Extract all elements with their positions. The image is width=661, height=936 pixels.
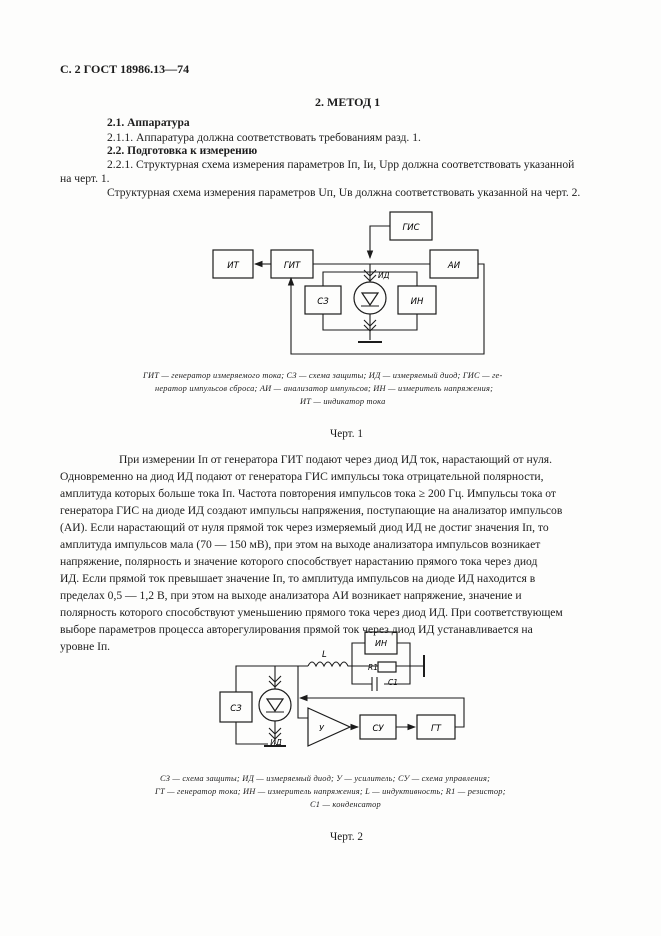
git-label: ГИТ <box>283 261 301 271</box>
gis-label: ГИС <box>402 223 420 233</box>
u-amplifier <box>308 708 350 746</box>
paragraph-line-11: выборе параметров процесса авторегулирования прямой ток через диод ИД устанавливается на <box>60 623 533 636</box>
figure-1-caption-line-2: нератор импульсов сброса; АИ — анализатор импульсов; ИН — измеритель напряжения; <box>155 384 494 393</box>
clause-2-2-1-line-3: Структурная схема измерения параметров Uп, Uв должна соответствовать указанной на черт. 2. <box>107 186 581 199</box>
in-label: ИН <box>375 639 387 648</box>
figure-2-caption-line-2: ГТ — генератор тока; ИН — измеритель напряжения; L — индуктивность; R1 — резистор; <box>155 787 506 796</box>
clause-2-2-1-line-1: 2.2.1. Структурная схема измерения параметров Iп, Iи, Uрр должна соответствовать указанной <box>107 158 575 171</box>
ai-label: АИ <box>447 261 461 271</box>
u-label: У <box>319 724 324 733</box>
paragraph-line-1: При измерении Iп от генератора ГИТ подают через диод ИД ток, нарастающий от нуля. <box>119 453 552 466</box>
subsection-heading-2-2: 2.2. Подготовка к измерению <box>107 145 258 157</box>
figure-1-caption-line-3: ИТ — индикатор тока <box>300 397 386 406</box>
paragraph-line-8: ИД. Если прямой ток превышает значение Iп, то амплитуда импульсов на диоде ИД находится в <box>60 572 536 585</box>
r1-resistor <box>378 662 396 672</box>
paragraph-line-5: (АИ). Если нарастающий от нуля прямой ток через измеряемый диод ИД не достиг значения Iп, то <box>60 521 549 534</box>
id-diode-circle <box>354 282 386 314</box>
figure-2-caption-line-1: СЗ — схема защиты; ИД — измеряемый диод; У — усилитель; СУ — схема управления; <box>160 774 491 783</box>
figure-1-schematic <box>200 205 500 360</box>
in-label: ИН <box>410 297 424 307</box>
paragraph-line-3: амплитуда которых больше тока Iп. Частота повторения импульсов тока ≥ 200 Гц. Импульсы тока от <box>60 487 556 500</box>
id-label: ИД <box>270 738 282 747</box>
paragraph-line-2: Одновременно на диод ИД подают от генератора ГИС импульсы тока отрицательной полярности, <box>60 470 544 483</box>
clause-2-2-1-line-2: на черт. 1. <box>60 172 110 185</box>
paragraph-line-7: напряжение, полярность и значение которого способствует нарастанию прямого тока через диод <box>60 555 538 568</box>
it-label: ИТ <box>227 261 239 271</box>
section-title: 2. МЕТОД 1 <box>315 95 381 109</box>
paragraph-line-6: амплитуда импульсов мала (70 — 150 мВ), при этом на выходе анализатора импульсов возникает <box>60 538 541 551</box>
page-header: С. 2 ГОСТ 18986.13—74 <box>60 62 190 76</box>
paragraph-line-12: уровне Iп. <box>60 640 111 653</box>
r1-label: R1 <box>368 663 378 672</box>
c1-label: C1 <box>388 678 399 687</box>
figure-2-caption-line-3: C1 — конденсатор <box>310 800 381 809</box>
id-diode-circle <box>259 689 291 721</box>
paragraph-line-10: полярность которого способствуют уменьшению прямого тока через диод ИД. При соответствующем <box>60 606 563 619</box>
paragraph-line-4: генератора ГИС на диоде ИД создают импульсы напряжения, поступающие на анализатор импульсов <box>60 504 563 517</box>
figure-1-title: Черт. 1 <box>330 428 363 440</box>
id-label: ИД <box>378 271 390 280</box>
figure-2-schematic <box>210 625 490 765</box>
sz-label: СЗ <box>317 297 329 307</box>
paragraph-line-9: пределах 0,5 — 1,2 В, при этом на выходе анализатора АИ возникает напряжение, значение и <box>60 589 522 602</box>
sz-label: СЗ <box>230 704 242 714</box>
su-label: СУ <box>372 724 384 734</box>
subsection-heading-2-1: 2.1. Аппаратура <box>107 117 190 129</box>
l-label: L <box>322 650 327 660</box>
clause-2-1-1: 2.1.1. Аппаратура должна соответствовать требованиям разд. 1. <box>107 131 421 144</box>
figure-2-title: Черт. 2 <box>330 831 363 843</box>
figure-1-caption-line-1: ГИТ — генератор измеряемого тока; СЗ — схема защиты; ИД — измеряемый диод; ГИС — ге- <box>143 371 503 380</box>
gt-label: ГТ <box>431 724 441 734</box>
